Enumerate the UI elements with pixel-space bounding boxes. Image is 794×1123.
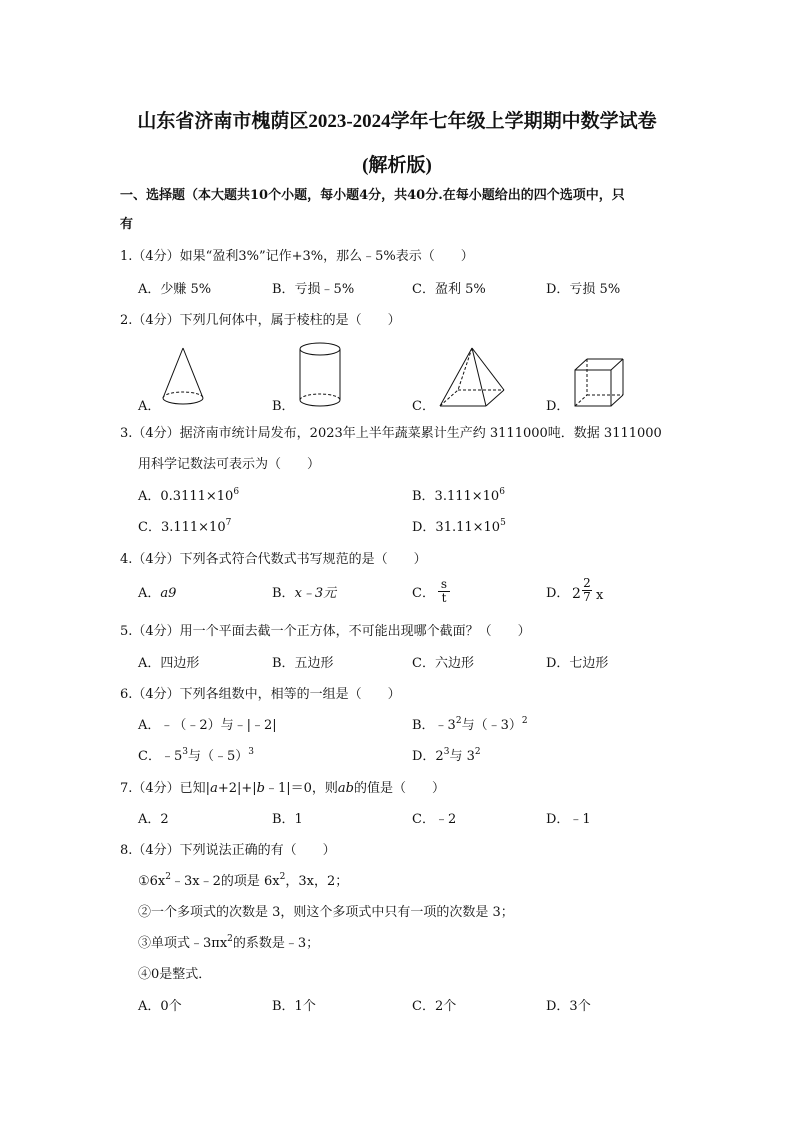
document-subtitle: (解析版) <box>362 155 432 176</box>
question-7-option-b: B．1 <box>272 812 303 827</box>
question-7-option-c: C．﹣2 <box>412 812 457 827</box>
question-4-option-a: A．a9 <box>138 586 177 601</box>
question-8-stem: 8.（4分）下列说法正确的有（ ） <box>120 843 336 858</box>
question-8-statement-3: ③单项式$﹣3\pi x^2$的系数是﹣3； <box>138 934 320 951</box>
question-5-option-b: B．五边形 <box>272 656 334 671</box>
question-1-option-a: A．少赚 5% <box>138 282 212 297</box>
question-8-statement-1: $①6x^2﹣3x﹣2$的项是 $6x^2$，3x，2； <box>138 872 349 889</box>
question-4-option-c-fraction: $\frac{s}{t}$ <box>438 578 450 605</box>
question-2-option-a: A． <box>138 399 161 414</box>
question-5-option-a: A．四边形 <box>138 656 200 671</box>
question-2-option-d: D． <box>546 399 570 414</box>
question-2-stem: 2.（4分）下列几何体中，属于棱柱的是（ ） <box>120 313 401 328</box>
pyramid-icon <box>436 344 508 410</box>
question-3-option-a: A．$0.3111\times 10^6$ <box>138 487 240 504</box>
question-4-stem: 4.（4分）下列各式符合代数式书写规范的是（ ） <box>120 552 427 567</box>
section-header-cont: 有 <box>120 217 134 232</box>
question-6-stem: 6.（4分）下列各组数中，相等的一组是（ ） <box>120 687 401 702</box>
question-4-option-d-label: D． <box>546 586 570 601</box>
question-1-stem: 1.（4分）如果“盈利3%”记作+3%，那么﹣5%表示（ ） <box>120 249 474 264</box>
question-7-option-a: A．2 <box>138 812 169 827</box>
question-8-statement-4: ④0是整式． <box>138 967 212 982</box>
question-4-option-d-whole: 2 <box>572 586 581 602</box>
question-6-option-a: A．﹣（﹣2）与﹣|﹣2| <box>138 718 277 733</box>
cone-icon <box>160 344 206 410</box>
question-3-stem-cont: 用科学记数法可表示为（ ） <box>138 457 321 472</box>
question-4-option-d-var: x <box>596 588 604 603</box>
question-6-option-c: C．$﹣5^3$与（﹣5）$^3$ <box>138 747 254 764</box>
question-4-option-c-label: C． <box>412 586 435 601</box>
question-5-stem: 5.（4分）用一个平面去截一个正方体，不可能出现哪个截面？（ ） <box>120 624 531 639</box>
question-6-option-d: D．$2^3$与 $3^2$ <box>412 747 481 764</box>
question-5-option-c: C．六边形 <box>412 656 474 671</box>
question-8-statement-2: ②一个多项式的次数是 3，则这个多项式中只有一项的次数是 3； <box>138 905 514 920</box>
question-4-option-b: B．x﹣3元 <box>272 586 337 601</box>
question-3-stem: 3.（4分）据济南市统计局发布，2023年上半年蔬菜累计生产约 3111000吨．数据 3111000 <box>120 426 662 441</box>
question-4-option-d-fraction: $\frac{2}{7}$ <box>583 576 591 604</box>
question-3-option-b: B．$3.111\times 10^6$ <box>412 487 505 504</box>
cube-icon <box>572 356 628 410</box>
document-title: 山东省济南市槐荫区2023-2024学年七年级上学期期中数学试卷 <box>137 111 657 132</box>
question-8-option-a: A．0个 <box>138 999 182 1014</box>
question-1-option-b: B．亏损﹣5% <box>272 282 355 297</box>
question-3-option-d: D．$31.11\times 10^5$ <box>412 518 506 535</box>
question-7-option-d: D．﹣1 <box>546 812 591 827</box>
question-5-option-d: D．七边形 <box>546 656 609 671</box>
question-8-option-b: B．1个 <box>272 999 316 1014</box>
question-2-option-b: B． <box>272 399 295 414</box>
question-3-option-c: C．$3.111\times 10^7$ <box>138 518 232 535</box>
question-8-option-d: D．3个 <box>546 999 591 1014</box>
question-1-option-d: D．亏损 5% <box>546 282 621 297</box>
section-header: 一、选择题（本大题共10个小题，每小题4分，共40分.在每小题给出的四个选项中，只 <box>120 188 625 203</box>
question-7-stem: 7.（4分）已知|a+2|+|b﹣1|＝0，则ab的值是（ ） <box>120 781 446 796</box>
question-8-option-c: C．2个 <box>412 999 457 1014</box>
question-6-option-b: B．$﹣3^2$与（﹣3）$^2$ <box>412 716 528 733</box>
question-1-option-c: C．盈利 5% <box>412 282 486 297</box>
question-2-option-c: C． <box>412 399 435 414</box>
cylinder-icon <box>296 340 344 412</box>
